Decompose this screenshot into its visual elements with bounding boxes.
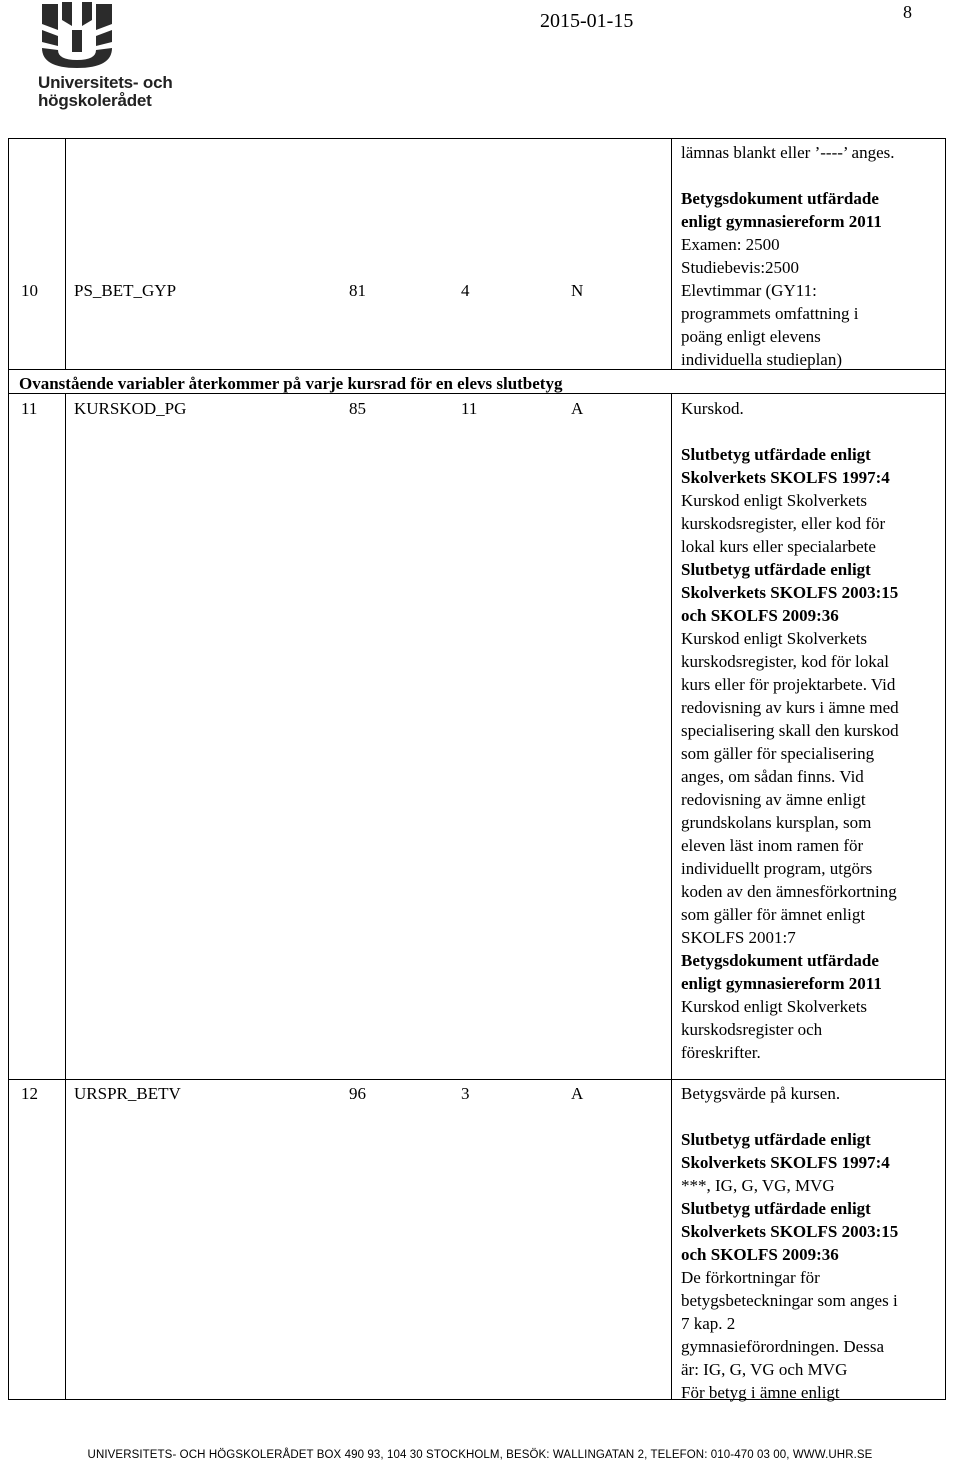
cell-position: 96	[349, 1084, 366, 1103]
description-line: som gäller för specialisering	[681, 744, 875, 763]
cell-variable: PS_BET_GYP	[74, 281, 177, 300]
section-heading: Ovanstående variabler återkommer på varje kursrad för en elevs slutbetyg	[19, 374, 563, 393]
description-line	[681, 420, 899, 443]
description-line: programmets omfattning i	[681, 304, 859, 323]
uhr-logo	[38, 0, 188, 112]
description-line: Kurskod enligt Skolverkets	[681, 997, 868, 1016]
description-line: För betyg i ämne enligt	[681, 1383, 840, 1402]
description-line: Slutbetyg utfärdade enligt	[681, 560, 871, 579]
variable-table	[8, 138, 946, 1400]
description-line: ***, IG, G, VG, MVG	[681, 1176, 835, 1195]
description-line: och SKOLFS 2009:36	[681, 1245, 839, 1264]
description-line: Kurskod enligt Skolverkets	[681, 629, 868, 648]
cell-type: A	[571, 399, 584, 418]
cell-variable: URSPR_BETV	[74, 1084, 181, 1103]
col-divider	[671, 393, 672, 1399]
description-line: är: IG, G, VG och MVG	[681, 1360, 848, 1379]
description-line: Slutbetyg utfärdade enligt	[681, 445, 871, 464]
description-line: kurskodsregister och	[681, 1020, 823, 1039]
header-date: 2015-01-15	[540, 10, 634, 32]
description-line: kurskodsregister, eller kod för	[681, 514, 886, 533]
page-number: 8	[903, 2, 912, 22]
description-line: enligt gymnasiereform 2011	[681, 974, 882, 993]
description-line: koden av den ämnesförkortning	[681, 882, 897, 901]
description-line: Kurskod.	[681, 399, 744, 418]
description-line: 7 kap. 2	[681, 1314, 736, 1333]
description-line: Kurskod enligt Skolverkets	[681, 491, 868, 510]
description-line: Slutbetyg utfärdade enligt	[681, 1199, 871, 1218]
description-line: lokal kurs eller specialarbete	[681, 537, 876, 556]
cell-type: N	[571, 281, 584, 300]
description-line: betygsbeteckningar som anges i	[681, 1291, 898, 1310]
col-divider	[671, 139, 672, 369]
cell-length: 3	[461, 1084, 470, 1103]
description-line: SKOLFS 2001:7	[681, 928, 796, 947]
description-line: redovisning av ämne enligt	[681, 790, 866, 809]
description-line: Skolverkets SKOLFS 2003:15	[681, 583, 899, 602]
description-line: specialisering skall den kurskod	[681, 721, 899, 740]
col-divider	[65, 139, 66, 369]
description-line: Studiebevis:2500	[681, 258, 800, 277]
description-line: De förkortningar för	[681, 1268, 820, 1287]
cell-type: A	[571, 1084, 584, 1103]
description-line	[681, 1105, 898, 1128]
row-divider	[9, 1079, 945, 1080]
cell-position: 81	[349, 281, 366, 300]
description-line: Betygsdokument utfärdade	[681, 189, 879, 208]
description-line: anges, om sådan finns. Vid	[681, 767, 864, 786]
description-line: Betygsdokument utfärdade	[681, 951, 879, 970]
cell-variable: KURSKOD_PG	[74, 399, 187, 418]
uhr-emblem-icon	[38, 0, 116, 70]
description-line: Elevtimmar (GY11:	[681, 281, 817, 300]
description-line: grundskolans kursplan, som	[681, 813, 872, 832]
description-line: individuella studieplan)	[681, 350, 842, 369]
description-line: enligt gymnasiereform 2011	[681, 212, 882, 231]
description-line: eleven läst inom ramen för	[681, 836, 864, 855]
cell-description	[681, 397, 899, 1064]
description-line: gymnasieförordningen. Dessa	[681, 1337, 885, 1356]
description-line: individuellt program, utgörs	[681, 859, 873, 878]
cell-nr: 12	[21, 1084, 38, 1103]
cell-description	[681, 187, 882, 371]
page-footer: UNIVERSITETS- OCH HÖGSKOLERÅDET BOX 490 93, 104 30 STOCKHOLM, BESÖK: WALLINGATAN 2, TELEFON: 010-470 03 00, WWW.UHR.SE	[87, 1449, 873, 1461]
description-line: Examen: 2500	[681, 235, 780, 254]
cell-nr: 11	[21, 399, 38, 418]
cell-nr: 10	[21, 281, 38, 300]
cell-position: 85	[349, 399, 366, 418]
description-line: Skolverkets SKOLFS 1997:4	[681, 468, 890, 487]
cell-description	[681, 1082, 898, 1404]
description-line: som gäller för ämnet enligt	[681, 905, 866, 924]
description-line: Betygsvärde på kursen.	[681, 1084, 841, 1103]
desc-continuation: lämnas blankt eller ’----’ anges.	[681, 143, 895, 162]
description-line: kurskodsregister, kod för lokal	[681, 652, 890, 671]
col-divider	[65, 393, 66, 1399]
cell-length: 11	[461, 399, 478, 418]
description-line: Skolverkets SKOLFS 1997:4	[681, 1153, 890, 1172]
logo-text-line1: Universitets- och	[38, 73, 173, 92]
description-line: redovisning av kurs i ämne med	[681, 698, 899, 717]
logo-text-line2: högskolerådet	[38, 91, 152, 110]
description-line: poäng enligt elevens	[681, 327, 821, 346]
description-line: och SKOLFS 2009:36	[681, 606, 839, 625]
description-line: Slutbetyg utfärdade enligt	[681, 1130, 871, 1149]
cell-length: 4	[461, 281, 470, 300]
description-line: Skolverkets SKOLFS 2003:15	[681, 1222, 899, 1241]
description-line: kurs eller för projektarbete. Vid	[681, 675, 896, 694]
description-line: föreskrifter.	[681, 1043, 761, 1062]
